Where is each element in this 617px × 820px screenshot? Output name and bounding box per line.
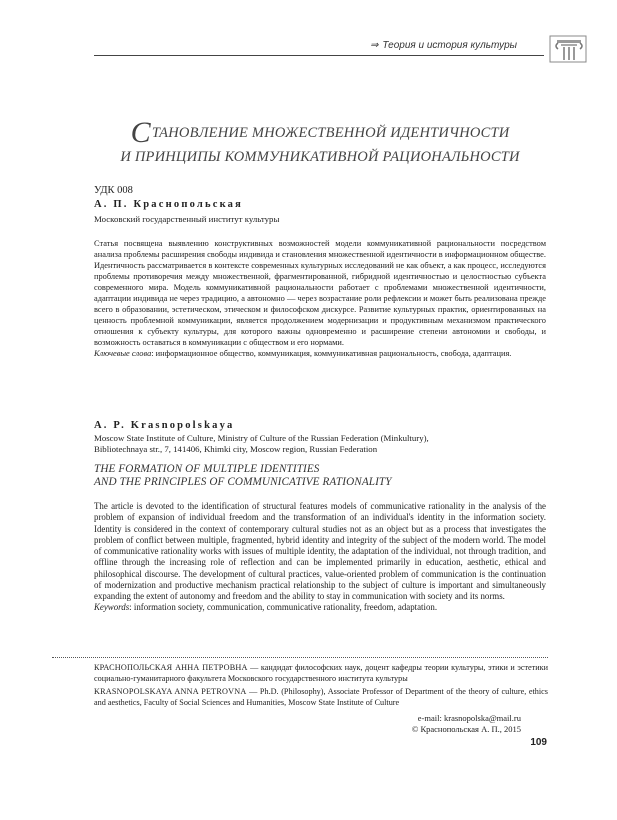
author-ru: А. П. Краснопольская <box>94 199 243 210</box>
column-capital-icon <box>549 34 587 64</box>
author-bio-ru <box>94 662 548 684</box>
dotted-divider <box>52 657 548 658</box>
abstract-ru <box>94 238 546 360</box>
bio-ru-text: — кандидат философских наук, доцент кафедры теории культуры, этики и эстетики социально-гуманитарного факультета Московского государственного института культуры <box>94 663 548 683</box>
article-title-line-2: И ПРИНЦИПЫ КОММУНИКАТИВНОЙ РАЦИОНАЛЬНОСТИ <box>120 149 520 165</box>
keywords-en-label: Keywords <box>94 602 130 613</box>
title-dropcap: С <box>130 116 151 149</box>
running-header <box>370 40 517 51</box>
article-title-line-1 <box>94 116 546 149</box>
article-title-en <box>94 463 546 489</box>
title-en-line-1: THE FORMATION OF MULTIPLE IDENTITIES <box>94 463 320 475</box>
header-rule <box>94 55 544 56</box>
bio-ru-name: КРАСНОПОЛЬСКАЯ АННА ПЕТРОВНА <box>94 663 248 672</box>
keywords-ru: : информационное общество, коммуникация, коммуникативная рациональность, свобода, адаптация. <box>151 349 512 359</box>
affiliation-ru: Московский государственный институт культуры <box>94 214 280 224</box>
title-line-1-text: ТАНОВЛЕНИЕ МНОЖЕСТВЕННОЙ ИДЕНТИЧНОСТИ <box>151 125 510 141</box>
arrow-icon: ⇒ <box>370 40 379 51</box>
author-en: A. P. Krasnopolskaya <box>94 420 235 431</box>
affiliation-en-line-2: Bibliotechnaya str., 7, 141406, Khimki city, Moscow region, Russian Federation <box>94 444 378 455</box>
affiliation-en <box>94 433 548 456</box>
author-bio-en <box>94 686 548 708</box>
title-en-line-2: AND THE PRINCIPLES OF COMMUNICATIVE RATIONALITY <box>94 476 392 488</box>
abstract-en <box>94 501 546 614</box>
udk-code: УДК 008 <box>94 185 133 196</box>
email-line: e-mail: krasnopolska@mail.ru <box>417 713 521 723</box>
abstract-ru-text: Статья посвящена выявлению конструктивных возможностей модели коммуникативной рациональности посредством анализа проблемы расширения свободы индивида и становления множественной идентичности в информационном обществе. Идентичность рассматривается в контексте современных культурных исследований не как объект, а как процесс, исследуются проблемы противоречия между множественной, фрагментированной, гибридной идентичностью и целостностью субъекта современного мира. Модель коммуникативной рациональности работает с проблемами множественной идентичности, адаптации индивида не через традицию, а автономно — через возрастание роли рефлексии и может быть реализована прежде всего в образовании, эстетическом, этическом и философском дискурсе. Развитие культурных практик, ориентированных на ценность проблемной коммуникации, является продолжением модернизации и продуктивным механизмом практического отношения к субъекту культуры, для которого важны одновременно и расширение степени автономии и свободы, и возможность оставаться в коммуникации с обществом и его нормами. <box>94 239 546 348</box>
copyright-line: © Краснопольская А. П., 2015 <box>411 724 521 734</box>
bio-en-name: KRASNOPOLSKAYA ANNA PETROVNA <box>94 687 247 696</box>
bio-en-text: — Ph.D. (Philosophy), Associate Professor of Department of the theory of culture, ethics and aesthetics, Faculty of Social Sciences and Humanities, Moscow State Institute of Culture <box>94 687 548 707</box>
section-title: Теория и история культуры <box>382 40 517 51</box>
page-number: 109 <box>530 737 547 748</box>
keywords-ru-label: Ключевые слова <box>94 349 152 359</box>
abstract-en-text: The article is devoted to the identification of structural features models of communicative rationality in the analysis of the problem of expansion of individual freedom and the transformation of an individual's identity in the information society. Identity is considered in the context of contemporary cultural studies not as an object but as a process that investigates the problem of conflict between multiple, fragmented, hybrid identity and integrity of the subject of the modern world. The model of communicative rationality works with issues of multiple identity, the adaptation of the individual, not through tradition, and offline through the increasing role of reflection and can be implemented primarily in education, aesthetic, ethical and philosophical discourse. The development of cultural practices, value-oriented problem of communication is the continuation of modernization and productive mechanism practical relationship to the subject of culture is important and simultaneously expanding the extent of autonomy and freedom and the ability to stay in communication with society and its norms. <box>94 501 546 601</box>
contacts <box>412 713 521 735</box>
keywords-en: : information society, communication, communicative rationality, freedom, adaptation. <box>129 602 438 613</box>
affiliation-en-line-1: Moscow State Institute of Culture, Ministry of Culture of the Russian Federation (Minkultury), <box>94 433 429 443</box>
